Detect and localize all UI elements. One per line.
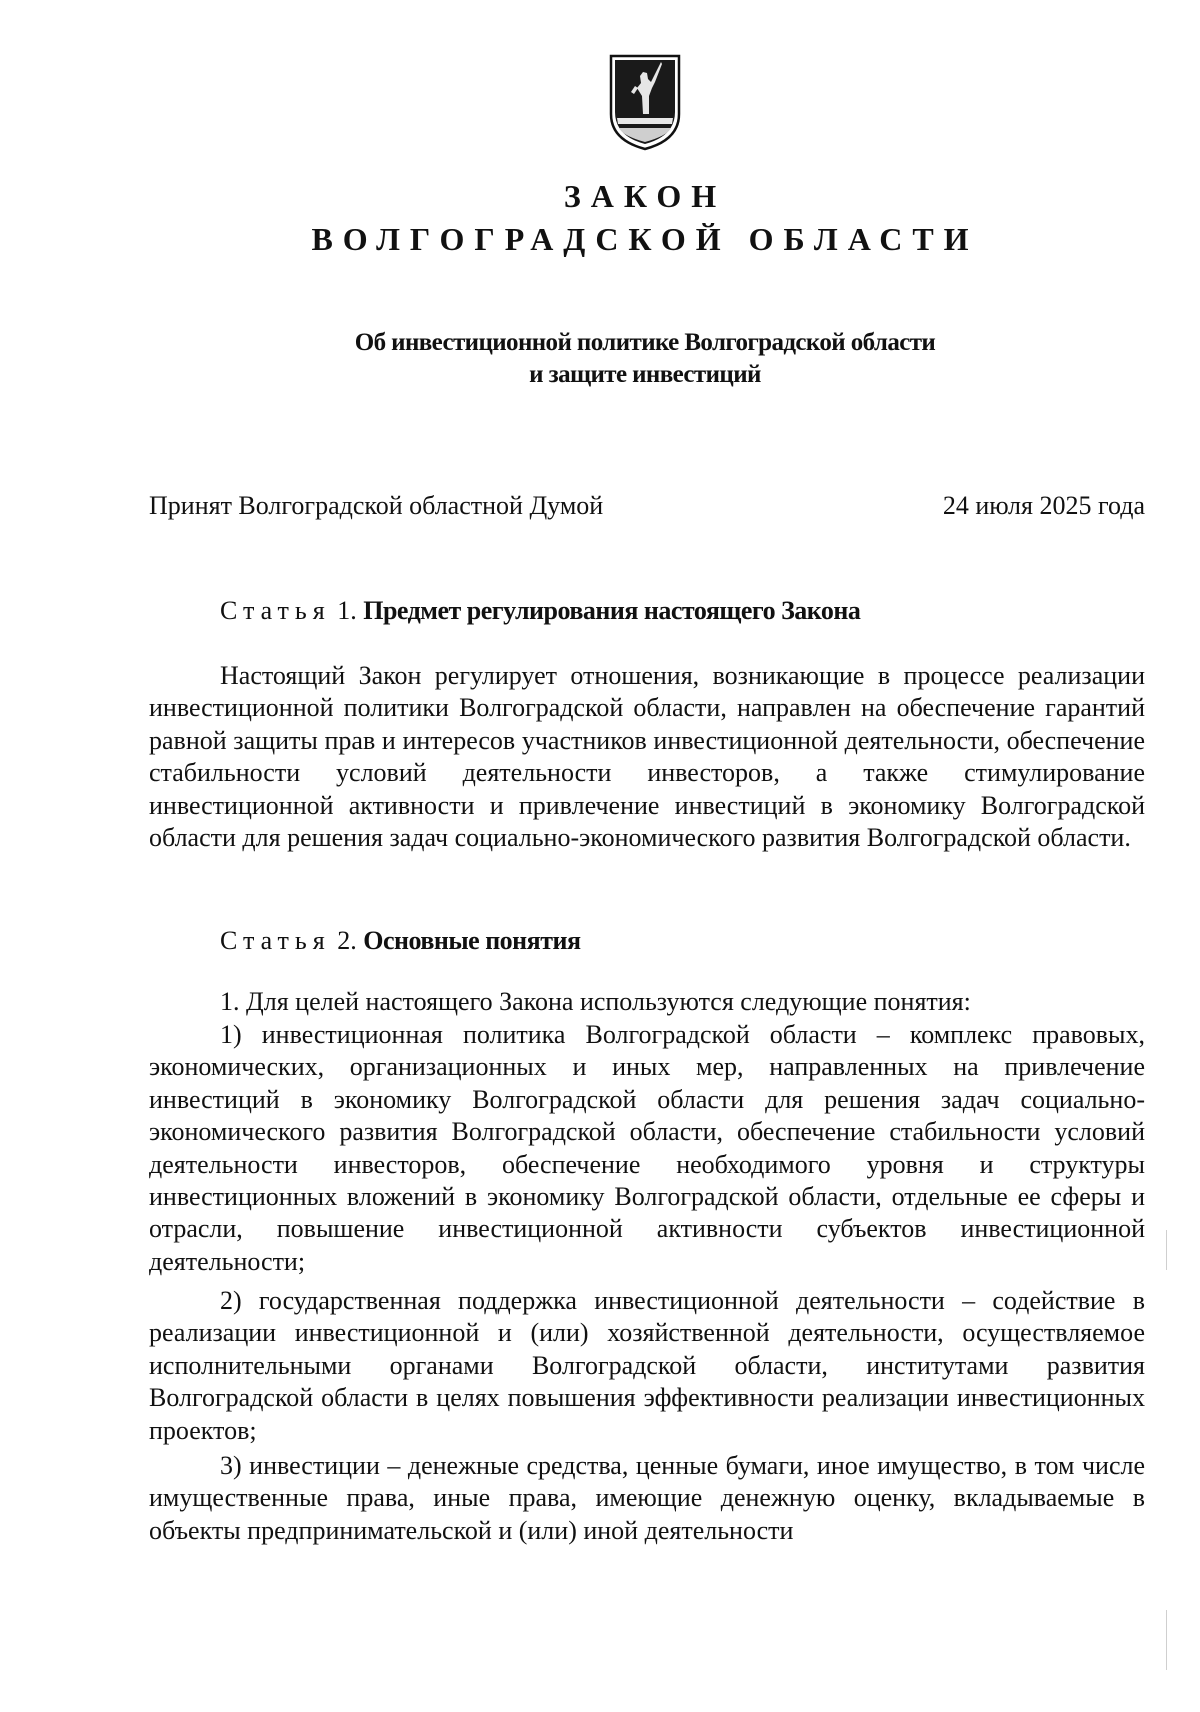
article-label: Статья xyxy=(220,926,331,955)
article-paragraph: 1. Для целей настоящего Закона используются следующие понятия: xyxy=(220,987,971,1016)
article-paragraph: 2) государственная поддержка инвестиционной деятельности – содействие в реализации инвестиционной и (или) хозяйственной деятельности, осуществляемое исполнительными органами Волгоградской области, институтами развития Волгоградской области в целях повышения эффективности реализации инвестиционных проектов; xyxy=(149,1286,1145,1445)
article-heading xyxy=(220,925,581,957)
law-title: ЗАКОН xyxy=(563,178,727,214)
article-number: 1. xyxy=(337,596,357,625)
article-number: 2. xyxy=(337,926,357,955)
scan-artifact-line xyxy=(1166,1230,1167,1270)
scan-artifact-line xyxy=(1166,1610,1167,1670)
article-heading xyxy=(220,595,860,627)
article-paragraph: 3) инвестиции – денежные средства, ценные бумаги, иное имущество, в том числе имущественные права, иные права, имеющие денежную оценку, вкладываемые в объекты предпринимательской и (или) иной деятельности xyxy=(149,1451,1145,1545)
adopted-date: 24 июля 2025 года xyxy=(942,491,1145,520)
law-subtitle-line-1: Об инвестиционной политике Волгоградской области xyxy=(354,329,936,356)
region-title: ВОЛГОГРАДСКОЙ ОБЛАСТИ xyxy=(311,221,979,257)
article-name: Основные понятия xyxy=(363,926,581,955)
law-subtitle-line-2: и защите инвестиций xyxy=(529,361,761,388)
article-label: Статья xyxy=(220,596,331,625)
volgograd-coat-of-arms-icon xyxy=(605,52,685,152)
article-paragraph: 1) инвестиционная политика Волгоградской области – комплекс правовых, экономических, организационных и иных мер, направленных на привлечение инвестиций в экономику Волгоградской области для решения задач социально-экономического развития Волгоградской области, обеспечение стабильности условий деятельности инвесторов, обеспечение необходимого уровня и структуры инвестиционных вложений в экономику Волгоградской области, отдельные ее сферы и отрасли, повышение инвестиционной активности субъектов инвестиционной деятельности; xyxy=(149,1020,1145,1276)
article-paragraph: Настоящий Закон регулирует отношения, возникающие в процессе реализации инвестиционной политики Волгоградской области, направлен на обеспечение гарантий равной защиты прав и интересов участников инвестиционной деятельности, обеспечение стабильности условий деятельности инвесторов, а также стимулирование инвестиционной активности и привлечение инвестиций в экономику Волгоградской области для решения задач социально-экономического развития Волгоградской области. xyxy=(149,661,1145,853)
article-name: Предмет регулирования настоящего Закона xyxy=(363,596,861,625)
adopted-by: Принят Волгоградской областной Думой xyxy=(149,491,604,520)
